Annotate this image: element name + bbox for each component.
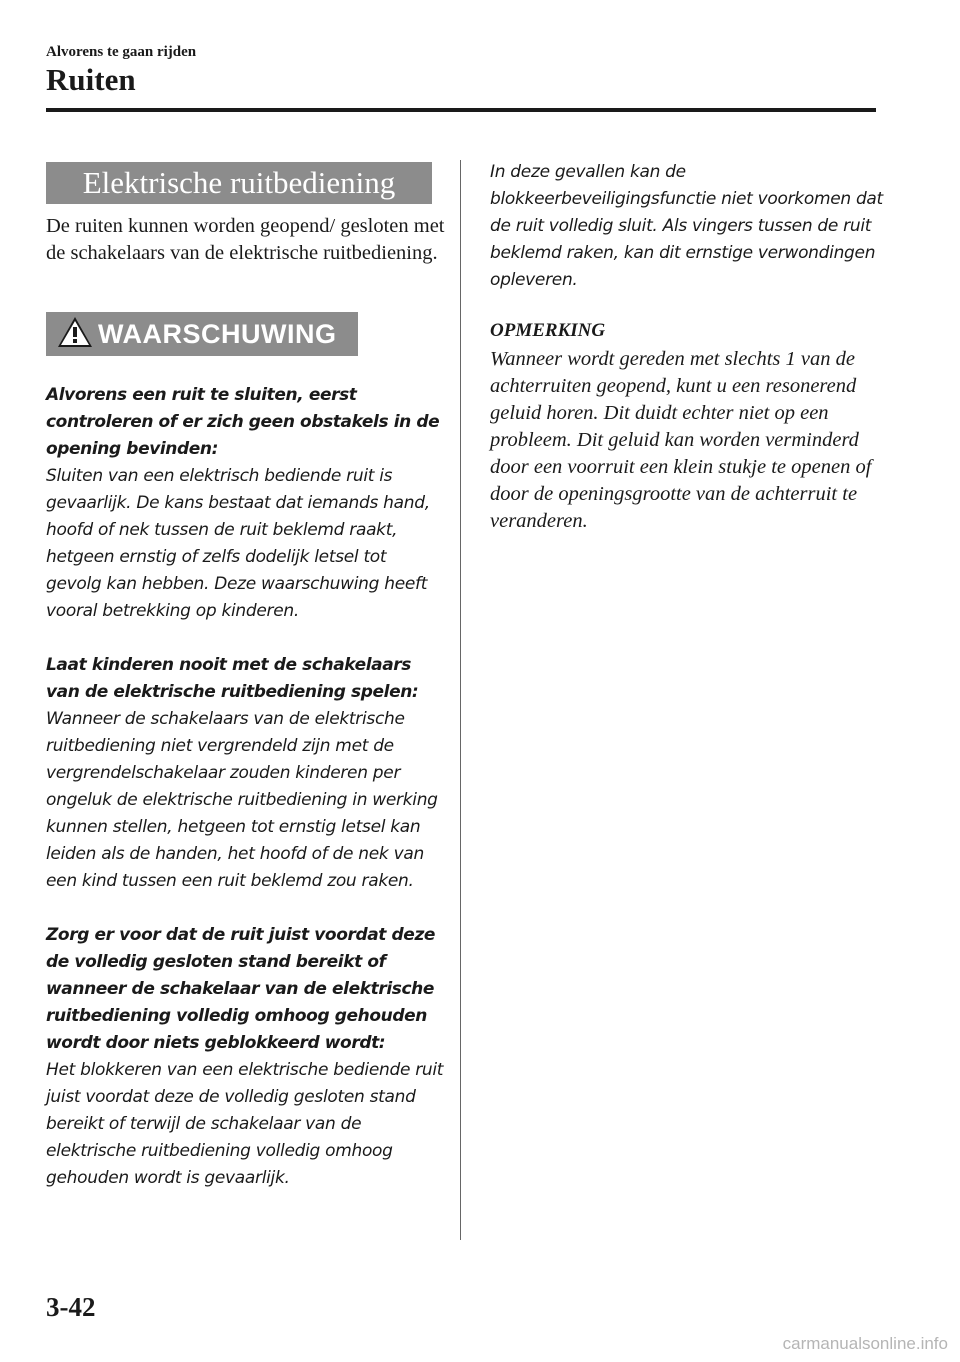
page-number: 3-42 — [46, 1292, 96, 1322]
warning-item — [46, 922, 446, 1192]
warning-item — [46, 382, 446, 625]
warning-continuation: In deze gevallen kan de blokkeerbeveiligingsfunctie niet voorkomen dat de ruit volledig sluit. Als vingers tussen de ruit beklemd raken, kan dit ernstige verwondingen opleveren. — [490, 162, 883, 290]
note-heading: OPMERKING — [490, 320, 606, 341]
warning-item-heading: Alvorens een ruit te sluiten, eerst controleren of er zich geen obstakels in de opening bevinden: — [46, 385, 440, 459]
section-banner — [46, 162, 432, 204]
warning-item-text: Wanneer de schakelaars van de elektrische ruitbediening niet vergrendeld zijn met de vergrendelschakelaar zouden kinderen per ongeluk de elektrische ruitbediening in werking kunnen stellen, hetgeen tot ernstig letsel kan leiden als de handen, het hoofd of de nek van een kind tussen een ruit beklemd zou raken. — [46, 709, 438, 891]
watermark[interactable]: carmanualsonline.info — [782, 1334, 948, 1353]
warning-label: WAARSCHUWING — [98, 318, 337, 349]
column-divider — [460, 160, 461, 1240]
warning-body — [46, 382, 446, 1219]
warning-badge — [46, 312, 358, 356]
page-title: Ruiten — [46, 62, 136, 97]
section-intro: De ruiten kunnen worden geopend/ gesloten met de schakelaars van de elektrische ruitbediening. — [46, 215, 445, 264]
warning-item-text: Het blokkeren van een elektrische bediende ruit juist voordat deze de volledig gesloten stand bereikt of terwijl de schakelaar van de elektrische ruitbediening volledig omhoog gehouden wordt is gevaarlijk. — [46, 1060, 444, 1188]
running-head: Alvorens te gaan rijden — [46, 44, 197, 60]
warning-item-heading: Zorg er voor dat de ruit juist voordat deze de volledig gesloten stand bereikt of wanneer de schakelaar van de elektrische ruitbediening volledig omhoog gehouden wordt door niets geblokkeerd wordt: — [46, 925, 436, 1053]
warning-item-text: Sluiten van een elektrisch bediende ruit is gevaarlijk. De kans bestaat dat iemands hand, hoofd of nek tussen de ruit beklemd raakt, hetgeen ernstig of zelfs dodelijk letsel tot gevolg kan hebben. Deze waarschuwing heeft vooral betrekking op kinderen. — [46, 466, 430, 621]
warning-item — [46, 652, 446, 895]
warning-triangle-icon — [56, 315, 94, 353]
note-text: Wanneer wordt gereden met slechts 1 van de achterruiten geopend, kunt u een resonerend geluid horen. Dit duidt echter niet op een probleem. Dit geluid kan worden verminderd door een voorruit een klein stukje te openen of door de openingsgrootte van de achterruit te veranderen. — [490, 348, 872, 532]
warning-item-heading: Laat kinderen nooit met de schakelaars van de elektrische ruitbediening spelen: — [46, 655, 419, 702]
header-rule — [46, 108, 876, 112]
section-title: Elektrische ruitbediening — [82, 165, 396, 200]
